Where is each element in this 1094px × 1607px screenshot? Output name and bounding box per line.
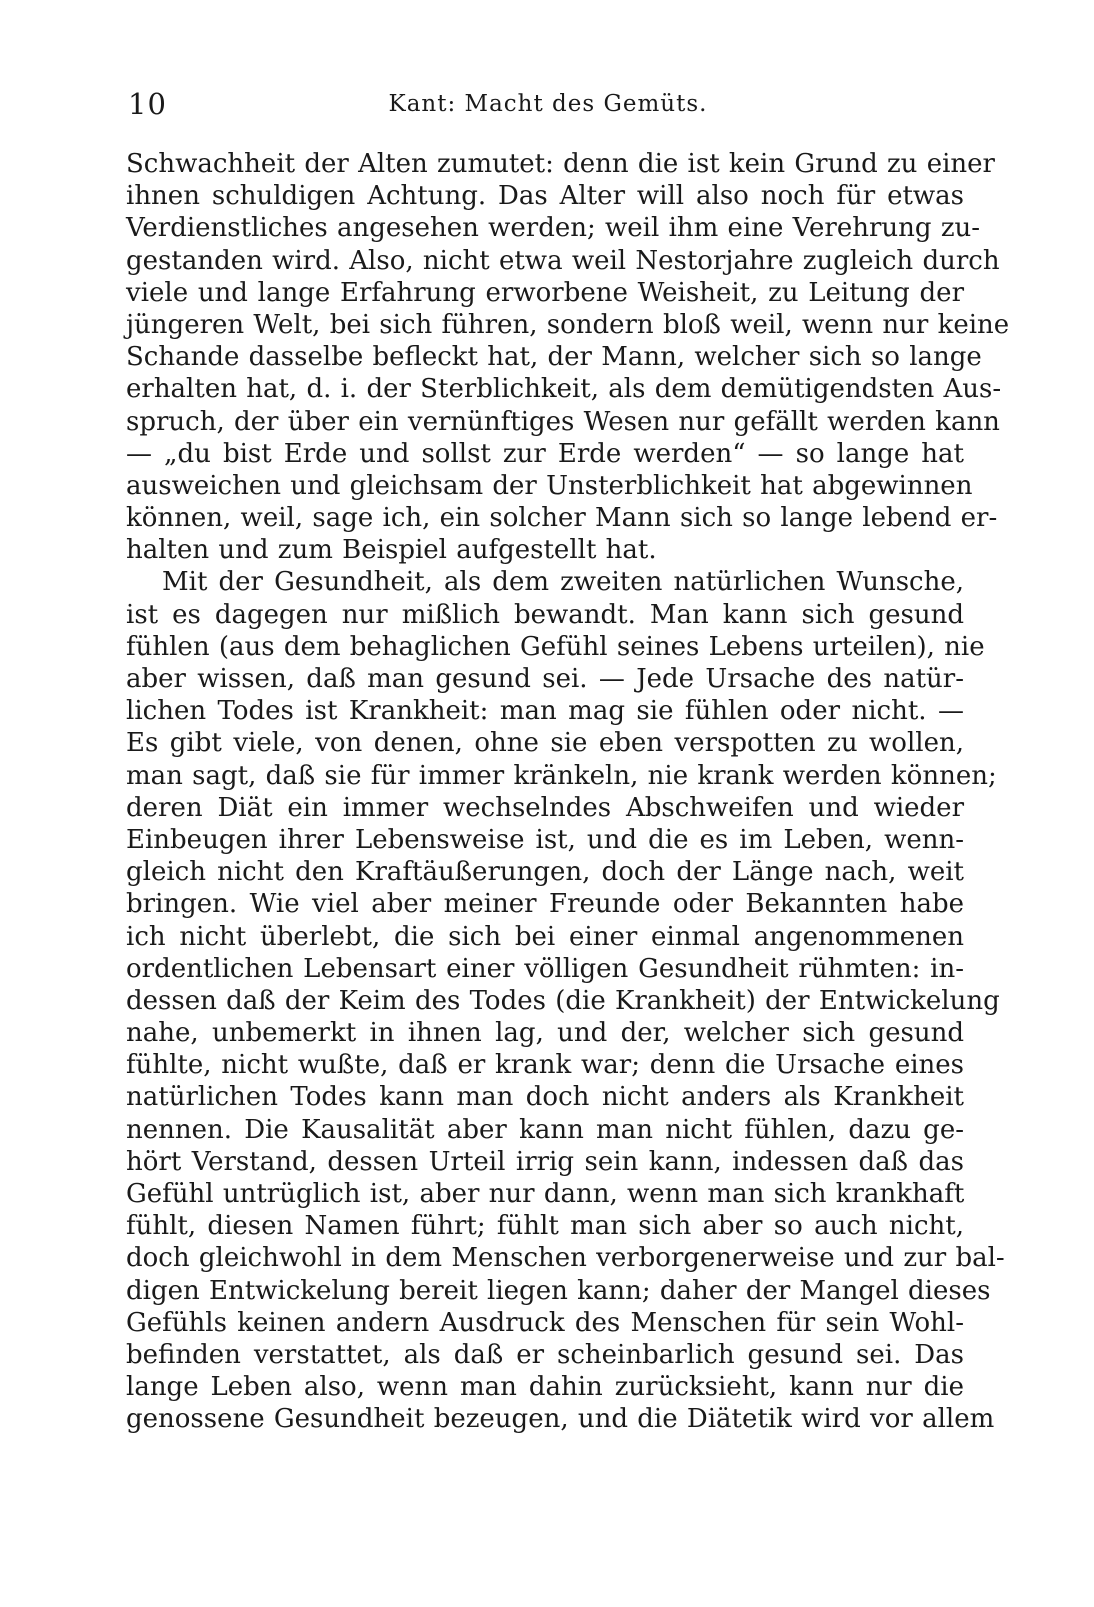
- text-line: viele und lange Erfahrung erworbene Weisheit, zu Leitung der: [126, 277, 964, 308]
- text-line: ist es dagegen nur mißlich bewandt. Man kann sich gesund: [126, 599, 964, 630]
- page-header: [128, 84, 968, 124]
- text-line: — „du bist Erde und sollst zur Erde werden“ — so lange hat: [126, 438, 964, 469]
- text-line: dessen daß der Keim des Todes (die Krankheit) der Entwickelung: [126, 985, 1000, 1016]
- text-line: man sagt, daß sie für immer kränkeln, nie krank werden können;: [126, 760, 997, 791]
- text-line: Es gibt viele, von denen, ohne sie eben verspotten zu wollen,: [126, 728, 964, 759]
- text-line: natürlichen Todes kann man doch nicht anders als Krankheit: [126, 1082, 964, 1113]
- text-line: ihnen schuldigen Achtung. Das Alter will also noch für etwas: [126, 181, 964, 212]
- paragraph-end-line: halten und zum Beispiel aufgestellt hat.: [126, 535, 657, 566]
- text-line: genossene Gesundheit bezeugen, und die Diätetik wird vor allem: [126, 1404, 995, 1435]
- text-line: Gefühls keinen andern Ausdruck des Menschen für sein Wohl-: [126, 1307, 964, 1338]
- text-line: Schwachheit der Alten zumutet: denn die ist kein Grund zu einer: [126, 149, 995, 179]
- text-line: lange Leben also, wenn man dahin zurücksieht, kann nur die: [126, 1372, 964, 1403]
- running-head: Kant: Macht des Gemüts.: [388, 91, 708, 117]
- text-line: ich nicht überlebt, die sich bei einer einmal angenommenen: [126, 921, 964, 952]
- text-line: Gefühl untrüglich ist, aber nur dann, wenn man sich krankhaft: [126, 1179, 965, 1209]
- text-line: hört Verstand, dessen Urteil irrig sein kann, indessen daß das: [126, 1146, 964, 1177]
- text-line: nahe, unbemerkt in ihnen lag, und der, welcher sich gesund: [126, 1018, 964, 1049]
- text-line: bringen. Wie viel aber meiner Freunde oder Bekannten habe: [126, 889, 964, 920]
- text-line: gleich nicht den Kraftäußerungen, doch der Länge nach, weit: [126, 857, 964, 888]
- text-line: Schande dasselbe befleckt hat, der Mann, welcher sich so lange: [126, 342, 982, 373]
- body-text: [126, 148, 1010, 1436]
- text-line: fühlte, nicht wußte, daß er krank war; denn die Ursache eines: [126, 1050, 964, 1081]
- paragraph-start-line: Mit der Gesundheit, als dem zweiten natürlichen Wunsche,: [162, 567, 964, 598]
- text-line: nennen. Die Kausalität aber kann man nicht fühlen, dazu ge-: [126, 1114, 964, 1145]
- text-line: lichen Todes ist Krankheit: man mag sie fühlen oder nicht. —: [126, 696, 964, 727]
- text-line: aber wissen, daß man gesund sei. — Jede Ursache des natür-: [126, 664, 964, 694]
- text-line: doch gleichwohl in dem Menschen verborgenerweise und zur bal-: [126, 1243, 1005, 1274]
- text-line: fühlt, diesen Namen führt; fühlt man sich aber so auch nicht,: [126, 1211, 964, 1242]
- text-line: befinden verstattet, als daß er scheinbarlich gesund sei. Das: [126, 1339, 964, 1370]
- text-line: deren Diät ein immer wechselndes Abschweifen und wieder: [126, 792, 964, 823]
- text-line: Verdienstliches angesehen werden; weil ihm eine Verehrung zu-: [126, 213, 981, 244]
- text-line: spruch, der über ein vernünftiges Wesen nur gefällt werden kann: [126, 406, 1000, 437]
- text-line: jüngeren Welt, bei sich führen, sondern bloß weil, wenn nur keine: [126, 309, 1010, 340]
- text-line: digen Entwickelung bereit liegen kann; daher der Mangel dieses: [126, 1275, 991, 1306]
- text-line: ausweichen und gleichsam der Unsterblichkeit hat abgewinnen: [126, 470, 973, 501]
- text-line: fühlen (aus dem behaglichen Gefühl seines Lebens urteilen), nie: [126, 631, 985, 662]
- text-line: können, weil, sage ich, ein solcher Mann sich so lange lebend er-: [126, 503, 998, 534]
- text-line: gestanden wird. Also, nicht etwa weil Nestorjahre zugleich durch: [126, 245, 1000, 276]
- text-line: erhalten hat, d. i. der Sterblichkeit, als dem demütigendsten Aus-: [126, 374, 1002, 405]
- text-line: Einbeugen ihrer Lebensweise ist, und die es im Leben, wenn-: [126, 824, 964, 855]
- text-line: ordentlichen Lebensart einer völligen Gesundheit rühmten: in-: [126, 953, 964, 984]
- page-number: 10: [128, 87, 167, 121]
